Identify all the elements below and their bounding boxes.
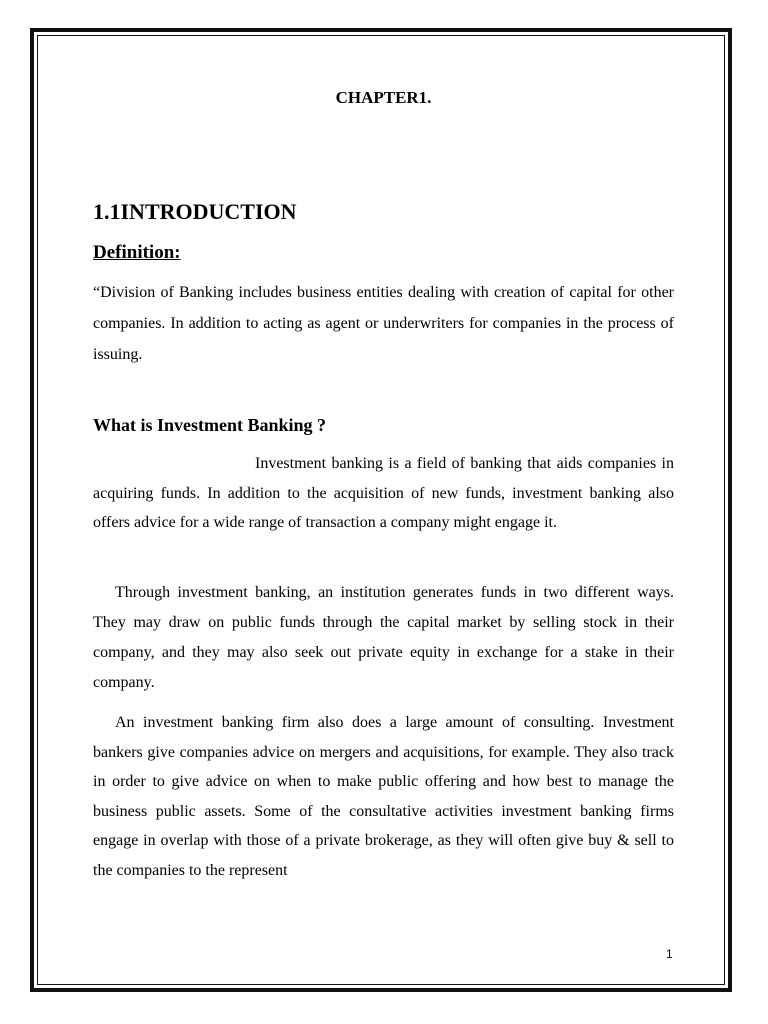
investment-banking-heading: What is Investment Banking ? (93, 415, 327, 435)
section-title: 1.1INTRODUCTION (93, 199, 297, 224)
page-number: 1 (666, 947, 673, 961)
definition-heading: Definition: (93, 242, 181, 263)
paragraph-consulting: An investment banking firm also does a large amount of consulting. Investment bankers give companies advice on mergers and acquisitions, for example. They also track in order to give advice on when to make public offering and how best to manage the business public assets. Some of the consultative activities investment banking firms engage in overlap with those of a private brokerage, as they will often give buy & sell to the companies to the represent (93, 714, 674, 879)
paragraph-investment-banking-intro: Investment banking is a field of banking that aids companies in acquiring funds. In addition to the acquisition of new funds, investment banking also offers advice for a wide range of transaction a company might engage it. (93, 455, 674, 531)
definition-paragraph: “Division of Banking includes business entities dealing with creation of capital for other companies. In addition to acting as agent or underwriters for companies in the process of issuing. (93, 284, 674, 363)
chapter-heading: CHAPTER1. (335, 88, 432, 107)
paragraph-funds-generation: Through investment banking, an institution generates funds in two different ways. They may draw on public funds through the capital market by selling stock in their company, and they may also seek out private equity in exchange for a stake in their company. (93, 584, 674, 691)
